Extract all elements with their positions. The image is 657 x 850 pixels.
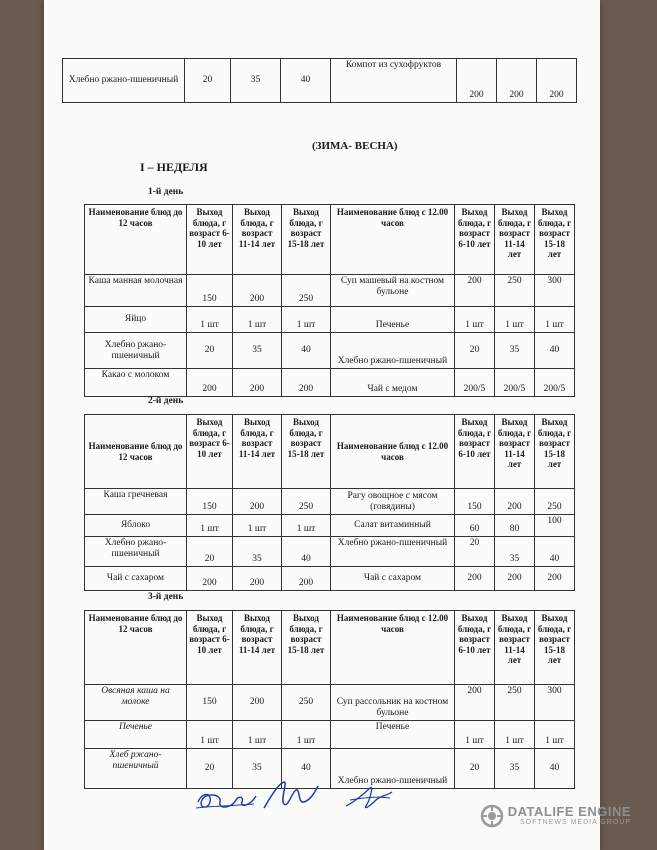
header-out-11-14: Выход блюда, г возраст 11-14 лет xyxy=(233,415,282,489)
top-v2: 35 xyxy=(231,59,281,103)
day-3-label: 3-й день xyxy=(148,592,184,602)
header-out-6-10-b: Выход блюда, г возраст 6-10 лет xyxy=(455,205,495,275)
header-out-11-14: Выход блюда, г возраст 11-14 лет xyxy=(233,611,282,685)
table-row: Каша гречневая 150 200 250 Рагу овощное с мясом (говядины) 150 200 250 xyxy=(85,489,575,515)
header-out-11-14: Выход блюда, г возраст 11-14 лет xyxy=(233,205,282,275)
signature-2 xyxy=(258,776,324,816)
table-row: Яблоко 1 шт 1 шт 1 шт Салат витаминный 60 80 100 xyxy=(85,515,575,537)
document-page xyxy=(44,0,600,850)
header-out-15-18: Выход блюда, г возраст 15-18 лет xyxy=(282,205,331,275)
watermark-title: DATALIFE ENGINE xyxy=(507,804,631,819)
table-row: Яйцо 1 шт 1 шт 1 шт Печенье 1 шт 1 шт 1 шт xyxy=(85,307,575,333)
table-row: Хлебно ржано-пшеничный 20 35 40 Хлебно ржано-пшеничный 20 35 40 xyxy=(85,333,575,369)
header-dish-morning: Наименование блюд до 12 часов xyxy=(85,611,187,685)
table-row: Овсяная каша на молоке 150 200 250 Суп рассольник на костном бульоне 200 250 300 xyxy=(85,685,575,721)
header-out-11-14-b: Выход блюда, г возраст 11-14 лет xyxy=(495,205,535,275)
table-row: Какао с молоком 200 200 200 Чай с медом 200/5 200/5 200/5 xyxy=(85,369,575,397)
day-2-label: 2-й день xyxy=(148,396,184,406)
top-w1: 200 xyxy=(457,59,497,103)
header-dish-afternoon: Наименование блюд с 12.00 часов xyxy=(331,205,455,275)
season-title: (ЗИМА- ВЕСНА) xyxy=(312,140,398,152)
day-1-label: 1-й день xyxy=(148,187,184,197)
top-w2: 200 xyxy=(497,59,537,103)
header-dish-afternoon: Наименование блюд с 12.00 часов xyxy=(331,611,455,685)
watermark-subtitle: SOFTNEWS MEDIA GROUP xyxy=(519,819,631,826)
header-out-11-14-b: Выход блюда, г возраст 11-14 лет xyxy=(495,415,535,489)
day-2-table xyxy=(84,414,575,591)
header-dish-afternoon: Наименование блюд с 12.00 часов xyxy=(331,415,455,489)
week-title: I – НЕДЕЛЯ xyxy=(140,160,208,174)
header-out-15-18-b: Выход блюда, г возраст 15-18 лет xyxy=(535,611,575,685)
table-row: Печенье 1 шт 1 шт 1 шт Печенье 1 шт 1 шт 1 шт xyxy=(85,721,575,749)
top-item-name: Хлебно ржано-пшеничный xyxy=(63,59,185,103)
header-out-6-10: Выход блюда, г возраст 6-10 лет xyxy=(187,205,233,275)
top-w3: 200 xyxy=(537,59,577,103)
header-out-15-18-b: Выход блюда, г возраст 15-18 лет xyxy=(535,205,575,275)
watermark xyxy=(508,804,631,826)
top-v3: 40 xyxy=(281,59,331,103)
header-out-11-14-b: Выход блюда, г возраст 11-14 лет xyxy=(495,611,535,685)
table-row: Чай с сахаром 200 200 200 Чай с сахаром 200 200 200 xyxy=(85,567,575,591)
table-row: Хлебно ржано-пшеничный 20 35 40 Хлебно ржано-пшеничный 20 35 40 xyxy=(85,537,575,567)
header-out-6-10-b: Выход блюда, г возраст 6-10 лет xyxy=(455,611,495,685)
signature-1 xyxy=(192,782,262,816)
header-out-6-10-b: Выход блюда, г возраст 6-10 лет xyxy=(455,415,495,489)
signature-3 xyxy=(340,782,398,814)
header-out-6-10: Выход блюда, г возраст 6-10 лет xyxy=(187,611,233,685)
header-out-15-18: Выход блюда, г возраст 15-18 лет xyxy=(282,611,331,685)
header-out-15-18-b: Выход блюда, г возраст 15-18 лет xyxy=(535,415,575,489)
header-out-6-10: Выход блюда, г возраст 6-10 лет xyxy=(187,415,233,489)
top-continuation-table xyxy=(62,58,577,103)
top-v1: 20 xyxy=(185,59,231,103)
table-row: Хлеб ржано-пшеничный 20 35 40 Хлебно ржано-пшеничный 20 35 40 xyxy=(85,749,575,789)
header-out-15-18: Выход блюда, г возраст 15-18 лет xyxy=(282,415,331,489)
header-dish-morning: Наименование блюд до 12 часов xyxy=(85,205,187,275)
day-3-table xyxy=(84,610,575,789)
top-item2-name: Компот из сухофруктов xyxy=(331,59,457,103)
day-1-table xyxy=(84,204,575,397)
table-row: Каша манная молочная 150 200 250 Суп машевый на костном бульоне 200 250 300 xyxy=(85,275,575,307)
header-dish-morning: Наименование блюд до 12 часов xyxy=(85,415,187,489)
datalife-logo-icon xyxy=(480,804,504,828)
